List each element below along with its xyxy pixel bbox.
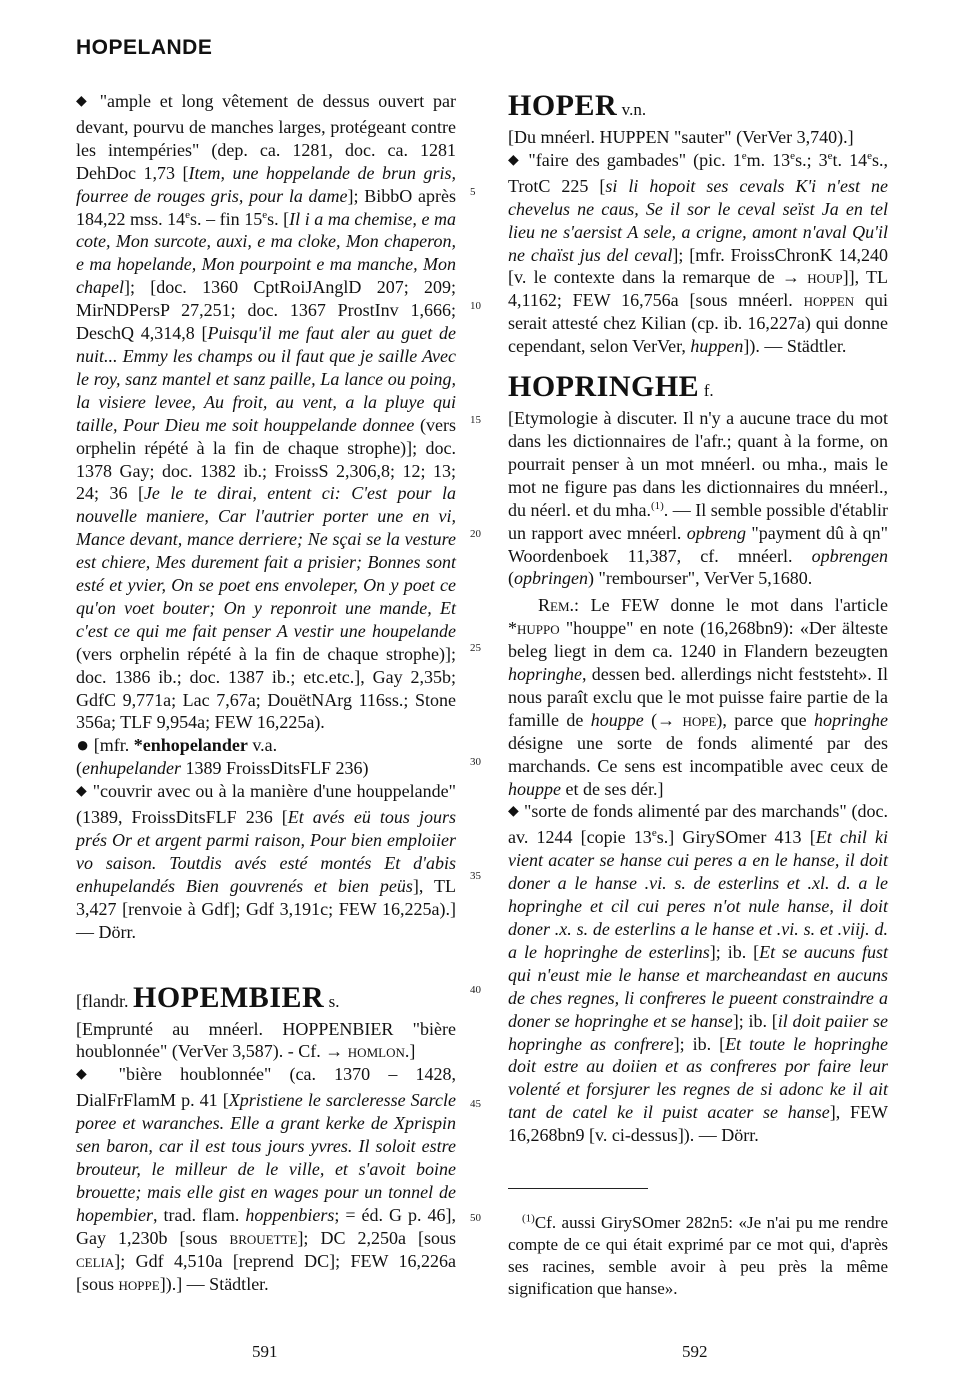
hopembier-sense: ◆ "bière houblonnée" (ca. 1370 – 1428, DialFrFlamM p. 41 [Xpristiene le sarcleresse Sarcle poree et waranches. Elle a grant kerke de Xprispin sen baron, car il est tous jours yvres. Il soloit estre brouteur, le milleur de le ville, et s'avoit boine brouette; mais elle gist en wages pour un tonnel de hopembier, trad. flam. hoppenbiers; = éd. G p. 46], Gay 1,230b [sous brouette]; DC 2,250a [sous celia]; Gdf 4,510a [reprend DC]; FEW 16,226a [sous hoppe]).] — Städtler. bbox=[76, 1064, 456, 1294]
line-number: 45 bbox=[470, 1098, 481, 1110]
footnote-marker: (1) bbox=[522, 1212, 535, 1225]
hopembier-lemma: [flandr. HOPEMBIER s. bbox=[76, 980, 340, 1014]
hoper-lemma: HOPER v.n. bbox=[508, 89, 647, 122]
enhopelander-sense: ◆ "couvrir avec ou à la manière d'une houppelande" (1389, FroissDitsFLF 236 [Et avés eü tous jours prés Or et argent parmi raison, Pour bien emploiier vo saison. Toutdis avés esté montés Et d'abis enhupelandés Bien gouvrenés et bien peüs], TL 3,427 [renvoie à Gdf]; Gdf 3,191c; FEW 16,225a).] — Dörr. bbox=[76, 781, 456, 942]
hopringhe-lemma: HOPRINGHE f. bbox=[508, 370, 714, 404]
diamond-bullet-icon: ◆ bbox=[508, 804, 520, 820]
footnote-ref: (1) bbox=[650, 499, 664, 512]
line-number: 20 bbox=[470, 528, 481, 540]
hoper-etymology: [Du mnéerl. HUPPEN "sauter" (VerVer 3,740).] bbox=[508, 127, 854, 147]
hopringhe-etymology: [Etymologie à discuter. Il n'y a aucune trace du mot dans les dictionnaires de l'afr.; quant à la forme, on pourrait penser à un mot mnéerl. ou mha., mais le mot ne figure pas dans les dictionnaires du mnéerl., du néerl. et du mha.$^{(1)}$. — Il semble possible d'établir un rapport avec mnéerl. opbreng "payment dû à qn" Woordenboek 11,387, cf. mnéerl. opbrengen (opbringen) "rembourser", VerVer 5,1680. bbox=[508, 408, 889, 589]
hopringhe-sense: ◆ "sorte de fonds alimenté par des marchands" (doc. av. 1244 [copie 13es.] GirySOmer 413 [Et chil ki vient acater se hanse cui peres a en le hanse, il doit doner a le hanse .vi. s. de esterlins et .xl. d. a le hopringhe et cil cui peres n'ot nule hanse, il doit doner .x. s. de esterlins a le hanse et .vi. s. et .viij. d. a le hopringhe de esterlins]; ib. [Et se aucuns fust qui n'eust mie le hanse et marcheandast en aucuns de ches regnes, li confreres le pueent constraindre a doner se hopringhe et se hanse]; ib. [il doit paiier se hopringhe as confrere]; ib. [Et toute le hopringhe doit estre au doiien et as confreres por faire leur volenté et forsjurer les regnes de si adonc ke il ait tant de catel ke il puist acater se hanse], FEW 16,268bn9 [v. ci-dessus]). — Dörr. bbox=[508, 801, 889, 1146]
line-number: 5 bbox=[470, 186, 476, 198]
headword-hopringhe: HOPRINGHE bbox=[508, 370, 700, 404]
page-number-right: 592 bbox=[682, 1342, 708, 1361]
line-number: 25 bbox=[470, 642, 481, 654]
line-number: 35 bbox=[470, 870, 481, 882]
round-bullet-icon: ● bbox=[76, 732, 90, 758]
diamond-bullet-icon: ◆ bbox=[76, 784, 88, 800]
headword-hopembier: HOPEMBIER bbox=[132, 980, 325, 1014]
line-number: 50 bbox=[470, 1212, 481, 1224]
footnote-rule bbox=[508, 1188, 648, 1189]
page-number-left: 591 bbox=[252, 1342, 278, 1361]
line-number: 40 bbox=[470, 984, 481, 996]
hoper-sense: ◆ "faire des gambades" (pic. 1em. 13es.; 3et. 14es., TrotC 225 [si li hopoit ses cevals K'i n'est ne chevelus ne caus, Se il sor le ceval seïst Ja en tel lieu ne s'aersist A sele, a crigne, amont n'aval Qu'il ne chaïst jus del ceval]; [mfr. FroissChronK 14,240 [v. le contexte dans la remarque de → houp]], TL 4,1162; FEW 16,756a [sous mnéerl. hoppen qui serait attesté chez Kilian (cp. ib. 16,227a) qui donne cependant, selon VerVer, huppen]). — Städtler. bbox=[508, 149, 889, 357]
footnote bbox=[508, 1212, 888, 1300]
headword-hoper: HOPER bbox=[508, 89, 618, 122]
right-column bbox=[508, 90, 888, 1147]
diamond-bullet-icon: ◆ bbox=[508, 152, 522, 168]
line-number: 15 bbox=[470, 414, 481, 426]
running-head: HOPELANDE bbox=[76, 36, 213, 59]
line-number: 30 bbox=[470, 756, 481, 768]
footnote-text: Cf. aussi GirySOmer 282n5: «Je n'ai pu me rendre compte de ce qui était exprimé par ce mot qui, d'après ses racines, semble avoir à peu près la même signification que hanse». bbox=[508, 1213, 888, 1298]
hopembier-etymology: [Emprunté au mnéerl. HOPPENBIER "bière houblonnée" (VerVer 3,587). - Cf. → homlon.] bbox=[76, 1018, 456, 1062]
diamond-bullet-icon: ◆ bbox=[76, 1067, 101, 1083]
left-column bbox=[76, 90, 456, 1295]
diamond-bullet-icon: ◆ bbox=[76, 94, 91, 109]
enhopelander-head: ● [mfr. *enhopelander v.a. bbox=[76, 732, 278, 758]
hopringhe-remark: Rem.: Le FEW donne le mot dans l'article *huppo "houppe" en note (16,268bn9): «Der älteste beleg liegt in dem ca. 1240 in Flandern bezeugten hopringhe, dessen bed. allerdings nicht feststeht». Il nous paraît exclu que le mot puisse faire partie de la famille de houppe (→ hope), parce que hopringhe désigne une sorte de fonds alimenté par des marchands. Ce sens est incompatible avec ceux de houppe et de ses dér.] bbox=[508, 595, 888, 799]
enhopelander-form: (enhupelander 1389 FroissDitsFLF 236) bbox=[76, 758, 369, 779]
line-number: 10 bbox=[470, 300, 481, 312]
hopelande-sense-1: ◆ "ample et long vêtement de dessus ouvert par devant, pourvu de manches larges, protégeant contre les intempéries" (dep. ca. 1281, doc. ca. 1281 DehDoc 1,73 [Item, une hoppelande de brun gris, fourree de rouges gris, pour la dame]; BibbO après 184,22 mss. 14es. – fin 15es. [Il i a ma chemise, e ma cote, Mon surcote, auxi, e ma cloke, Mon chaperon, e ma hopelande, Mon pourpoint e ma manche, Mon chapel]; [doc. 1360 CptRoiJAnglD 207; 209; MirNDPersP 27,251; doc. 1367 ProstInv 1,666; DeschQ 4,314,8 [Puisqu'il me faut aler au guet de nuit... Emmy les champs ou il faut que je saille Avec le roy, sanz mantel et sanz paille, La lance ou poing, la visiere levee, Au froit, au vent, a la pluye qui taille, Pour Dieu me soit houppelande donnee (vers orphelin répété à la fin de chaque strophe)]; doc. 1378 Gay; doc. 1382 ib.; FroissS 2,306,8; 12; 13; 24; 36 [Je le te dirai, entent ci: C'est pour la nouvelle maniere, Car l'autrier porter une en vi, Mance devant, mance derriere; Ne sçai se la vesture est chiere, Mes durement fait a prisier; Bonnes sont esté et yvier, On se poet ens envoleper, On y poet ce qu'on voet bouter; On y reponroit une mande, Et c'est ce qui me fait penser A vestir une houpelande (vers orphelin répété à la fin de chaque strophe)]; doc. 1386 ib.; doc. 1387 ib.; etc.etc.], Gay 2,35b; GdfC 9,771a; Lac 7,67a; DouëtNArg 116ss.; Stone 356a; TLF 9,954a; FEW 16,225a). bbox=[76, 91, 457, 733]
